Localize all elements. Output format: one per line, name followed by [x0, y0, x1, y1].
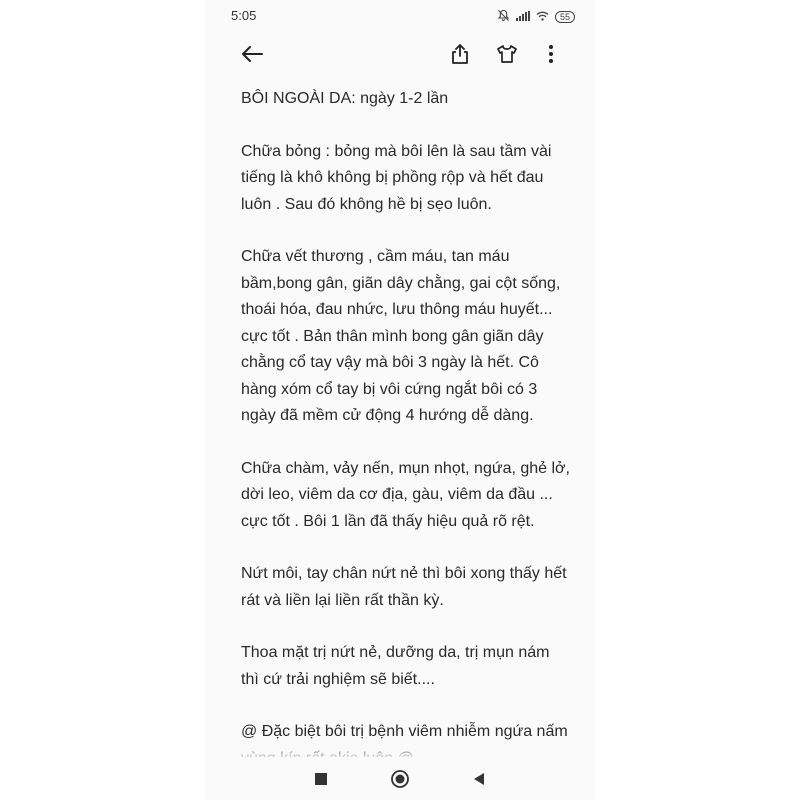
battery-icon: 55: [555, 11, 575, 23]
paragraph-eczema: Chữa chàm, vảy nến, mụn nhọt, ngứa, ghẻ lở, dời leo, viêm da cơ địa, gàu, viêm da đầu ... cực tốt . Bôi 1 lần đã thấy hiệu quả rõ rệt.: [241, 459, 570, 530]
back-triangle-icon[interactable]: [465, 765, 493, 793]
wifi-icon: [536, 11, 549, 24]
paragraph-wounds: Chữa vết thương , cầm máu, tan máu bầm,bong gân, giãn dây chằng, gai cột sống, thoái hóa, đau nhức, lưu thông máu huyết... cực tốt . Bản thân mình bong gân giãn dây chằng cổ tay vậy mà bôi 3 ngày là hết. Cô hàng xóm cổ tay bị vôi cứng ngắt bôi có 3 ngày đã mềm cử động 4 hướng dễ dàng.: [241, 248, 561, 424]
toolbar: [205, 36, 595, 72]
document-heading: BÔI NGOÀI DA: ngày 1-2 lần: [241, 90, 449, 107]
share-icon[interactable]: [445, 36, 475, 72]
home-circle-icon[interactable]: [386, 765, 414, 793]
paragraph-face: Thoa mặt trị nứt nẻ, dưỡng da, trị mụn nám thì cứ trải nghiệm sẽ biết....: [241, 644, 550, 688]
paragraph-cracked-lips: Nứt môi, tay chân nứt nẻ thì bôi xong thấy hết rát và liền lại liền rất thần kỳ.: [241, 565, 567, 609]
navigation-bar: [205, 757, 595, 800]
tshirt-icon[interactable]: [492, 36, 522, 72]
signal-icon: [516, 11, 530, 24]
status-bar: [205, 0, 595, 30]
paragraph-special: @ Đặc biệt bôi trị bệnh viêm nhiễm ngứa nấm: [241, 723, 568, 740]
document-body: [241, 86, 571, 798]
more-vert-icon[interactable]: [536, 36, 566, 72]
recents-square-icon[interactable]: [307, 765, 335, 793]
phone-screen: [205, 0, 595, 800]
bell-off-icon: [497, 9, 510, 25]
status-time: 5:05: [231, 8, 257, 23]
paragraph-burns: Chữa bỏng : bỏng mà bôi lên là sau tầm vài tiếng là khô không bị phồng rộp và hết đau luôn . Sau đó không hề bị sẹo luôn.: [241, 142, 552, 213]
status-icons: [497, 9, 575, 25]
back-arrow-icon[interactable]: [237, 36, 267, 72]
